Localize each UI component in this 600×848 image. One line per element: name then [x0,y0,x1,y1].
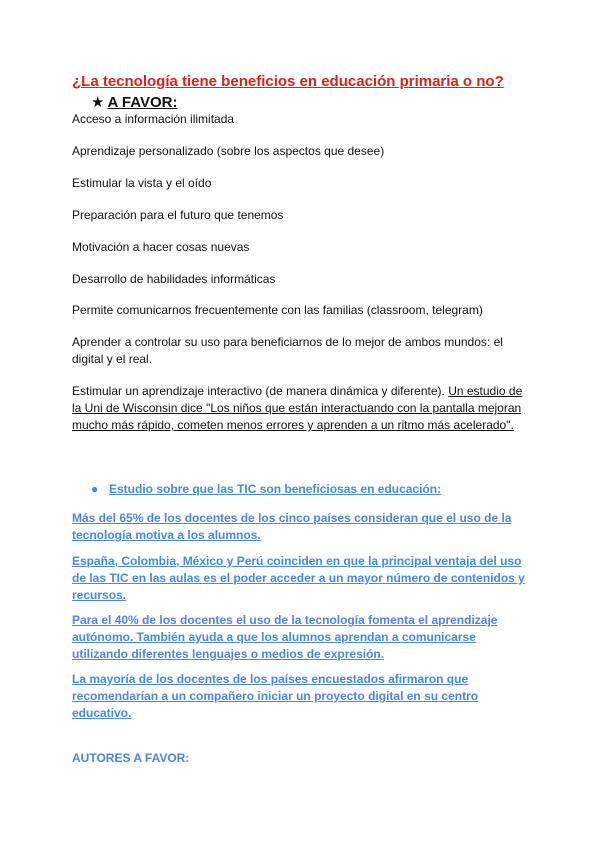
benefit-item: Estimular la vista y el oído [72,176,212,190]
interactive-intro: Estimular un aprendizaje interactivo (de manera dinámica y diferente). [72,384,449,398]
benefit-item: Aprender a controlar su uso para beneficiarnos de lo mejor de ambos mundos: el digital y el real. [72,335,503,366]
document-title: ¿La tecnología tiene beneficios en educación primaria o no? [72,73,504,90]
favor-heading-label: A FAVOR: [107,94,178,111]
finding-link[interactable]: Para el 40% de los docentes el uso de la tecnología fomenta el aprendizaje autónomo. También ayuda a que los alumnos aprendan a comunicarse utilizando diferentes lenguajes o medios de expresión. [72,613,498,661]
finding-link[interactable]: España, Colombia, México y Perú coinciden en que la principal ventaja del uso de las TIC en las aulas es el poder acceder a un mayor número de contenidos y recursos. [72,554,525,602]
benefit-item: Permite comunicarnos frecuentemente con las familias (classroom, telegram) [72,303,483,317]
wisconsin-study-quote: Un estudio de la Uni de Wisconsin dice "Los niños que están interactuando con la pantalla mejoran mucho más rápido, cometen menos errores y aprenden a un ritmo más acelerado". [72,384,523,432]
study-bullet [91,481,441,498]
benefit-item: Preparación para el futuro que tenemos [72,208,284,222]
finding-link[interactable]: Más del 65% de los docentes de los cinco países consideran que el uso de la tecnología motiva a los alumnos. [72,511,512,542]
benefit-item: Desarrollo de habilidades informáticas [72,272,276,286]
favor-heading [91,93,177,111]
benefit-item: Acceso a información ilimitada [72,112,235,126]
interactive-paragraph [72,383,532,434]
study-link[interactable]: Estudio sobre que las TIC son beneficiosas en educación: [109,482,442,496]
bullet-icon: ● [91,482,99,496]
finding-link[interactable]: La mayoría de los docentes de los países encuestados afirmaron que recomendarían a un compañero iniciar un proyecto digital en su centro educativo. [72,672,479,720]
benefit-item: Aprendizaje personalizado (sobre los aspectos que desee) [72,144,385,158]
authors-heading: AUTORES A FAVOR: [72,751,190,765]
star-icon: ★ [91,94,105,111]
benefit-item: Motivación a hacer cosas nuevas [72,240,250,254]
